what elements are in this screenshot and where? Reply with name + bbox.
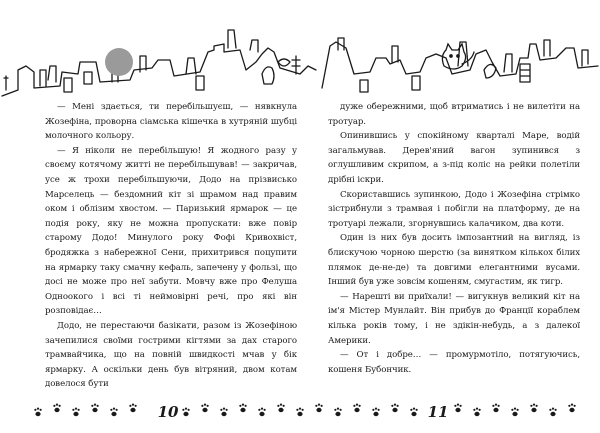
paw-print-icon [391, 404, 398, 413]
paw-print-icon [53, 404, 60, 413]
paw-print-icon [201, 404, 208, 413]
paw-print-icon [296, 408, 303, 417]
right-page-text [328, 100, 580, 388]
paw-print-icon [182, 408, 189, 417]
paw-print-icon [220, 408, 227, 417]
paw-print-icon [110, 408, 117, 417]
paw-print-icon [129, 404, 136, 413]
right-paragraph-5: — Нарешті ви приїхали! — вигукнув великий кіт на ім'я Містер Мунлайт. Він прибув до Франції кораблем кілька років тому, і не здікін-небудь, а з далекої Америки. [328, 291, 580, 346]
paw-print-icon [492, 404, 499, 413]
right-paragraph-1: дуже обережними, щоб втриматись і не вилетіти на тротуар. [328, 102, 580, 127]
left-page-text [45, 100, 297, 388]
paw-prints [34, 404, 575, 417]
paw-print-icon [410, 408, 417, 417]
right-paragraph-3: Скориставшись зупинкою, Додо і Жозефіна стрімко зістрибнули з трамвая і побігли на платформу, де на тротуарі лежали, згорнувшись калачиком, два коти. [328, 189, 580, 229]
paw-print-icon [91, 404, 98, 413]
paw-print-icon [239, 404, 246, 413]
paw-print-icon [334, 408, 341, 417]
paw-print-icon [372, 408, 379, 417]
paw-print-icon [568, 404, 575, 413]
left-paragraph-3: Додо, не перестаючи базікати, разом із Жозефіною зачепилися своїми гострими кігтями за дах старого трамвайчика, що на повній швидкості мчав у бік ярмарку. А оскільки день був вітряний, двом котам довелося бути [45, 320, 297, 388]
paw-print-icon [511, 408, 518, 417]
paw-print-icon [473, 408, 480, 417]
paw-print-icon [258, 408, 265, 417]
paw-print-icon [315, 404, 322, 413]
paw-print-icon [530, 404, 537, 413]
paw-print-icon [549, 408, 556, 417]
paw-print-icon [454, 404, 461, 413]
page-number-left: 10 [157, 403, 179, 421]
rooftop-skyline [0, 0, 600, 100]
right-paragraph-4: Один із них був досить імпозантний на вигляд, із блискучою чорною шерстю (за винятком кількох білих плямок де-не-де) та довгими елегантними вусами. Інший був уже зовсім кошеням, смугастим, як тигр. [328, 233, 580, 288]
paw-print-icon [277, 404, 284, 413]
right-paragraph-2: Опинившись у спокійному кварталі Маре, водій загальмував. Дерев'яний вагон зупинився з оглушливим скрипом, а з-під коліс на рейки полетіли дрібні іскри. [328, 131, 580, 185]
paw-print-border [0, 392, 600, 430]
paw-print-icon [353, 404, 360, 413]
left-paragraph-2: — Я ніколи не перебільшую! Я жодного разу у своєму котячому житті не перебільшував! — закричав, усе ж трохи перебільшуючи, Додо на прізвисько Марселець — бездомний кіт зі шрамом над правим оком і облізим хвостом. — Паризький ярмарок — це подія року, яку не можна пропускати: вже повір старому Додо! Минулого року Фофі Кривохвіст, бродяжка з набережної Сени, прихитрився поцупити на ярмарку таку смачну кефаль, запечену у фользі, що досі не може про неї забути. Мовчу вже про Фелуша Одноокого і всі ті неймовірні речі, про які він розповідає… [45, 145, 297, 317]
paw-print-icon [72, 408, 79, 417]
left-paragraph-1: — Мені здається, ти перебільшуєш, — нявкнула Жозефіна, проворна сіамська кішечка в хутряній шубці молочного кольору. [45, 102, 297, 142]
right-paragraph-6: — От і добре… — промурмотіло, потягуючись, кошеня Бубончик. [328, 350, 580, 375]
paw-print-icon [34, 408, 41, 417]
moon [105, 48, 133, 76]
page-number-right: 11 [427, 403, 449, 421]
